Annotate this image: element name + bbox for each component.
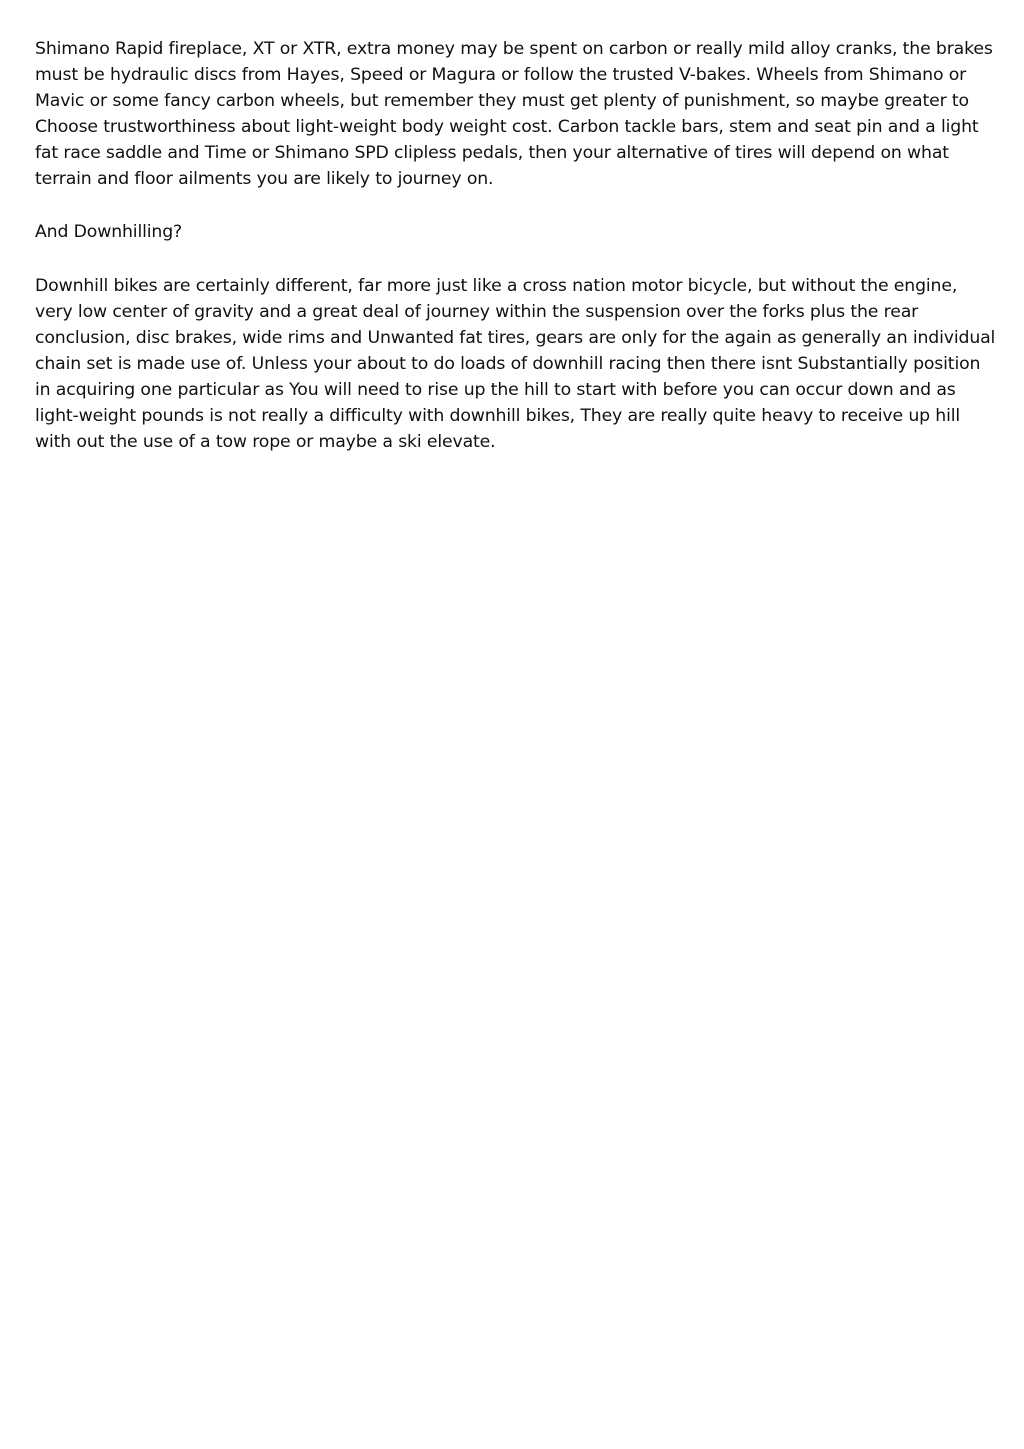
document-body [35, 37, 997, 484]
paragraph-components: Shimano Rapid fireplace, XT or XTR, extra money may be spent on carbon or really mild alloy cranks, the brakes must be hydraulic discs from Hayes, Speed or Magura or follow the trusted V-bakes. Wheels from Shimano or Mavic or some fancy carbon wheels, but remember they must get plenty of punishment, so maybe greater to Choose trustworthiness about light-weight body weight cost. Carbon tackle bars, stem and seat pin and a light fat race saddle and Time or Shimano SPD clipless pedals, then your alternative of tires will depend on what terrain and floor ailments you are likely to journey on. [35, 39, 993, 189]
paragraph-downhill-bikes: Downhill bikes are certainly different, far more just like a cross nation motor bicycle, but without the engine, very low center of gravity and a great deal of journey within the suspension over the forks plus the rear conclusion, disc brakes, wide rims and Unwanted fat tires, gears are only for the again as generally an individual chain set is made use of. Unless your about to do loads of downhill racing then there isnt Substantially position in acquiring one particular as You will need to rise up the hill to start with before you can occur down and as light-weight pounds is not really a difficulty with downhill bikes, They are really quite heavy to receive up hill with out the use of a tow rope or maybe a ski elevate. [35, 276, 996, 452]
paragraph-heading-downhilling: And Downhilling? [35, 222, 183, 243]
